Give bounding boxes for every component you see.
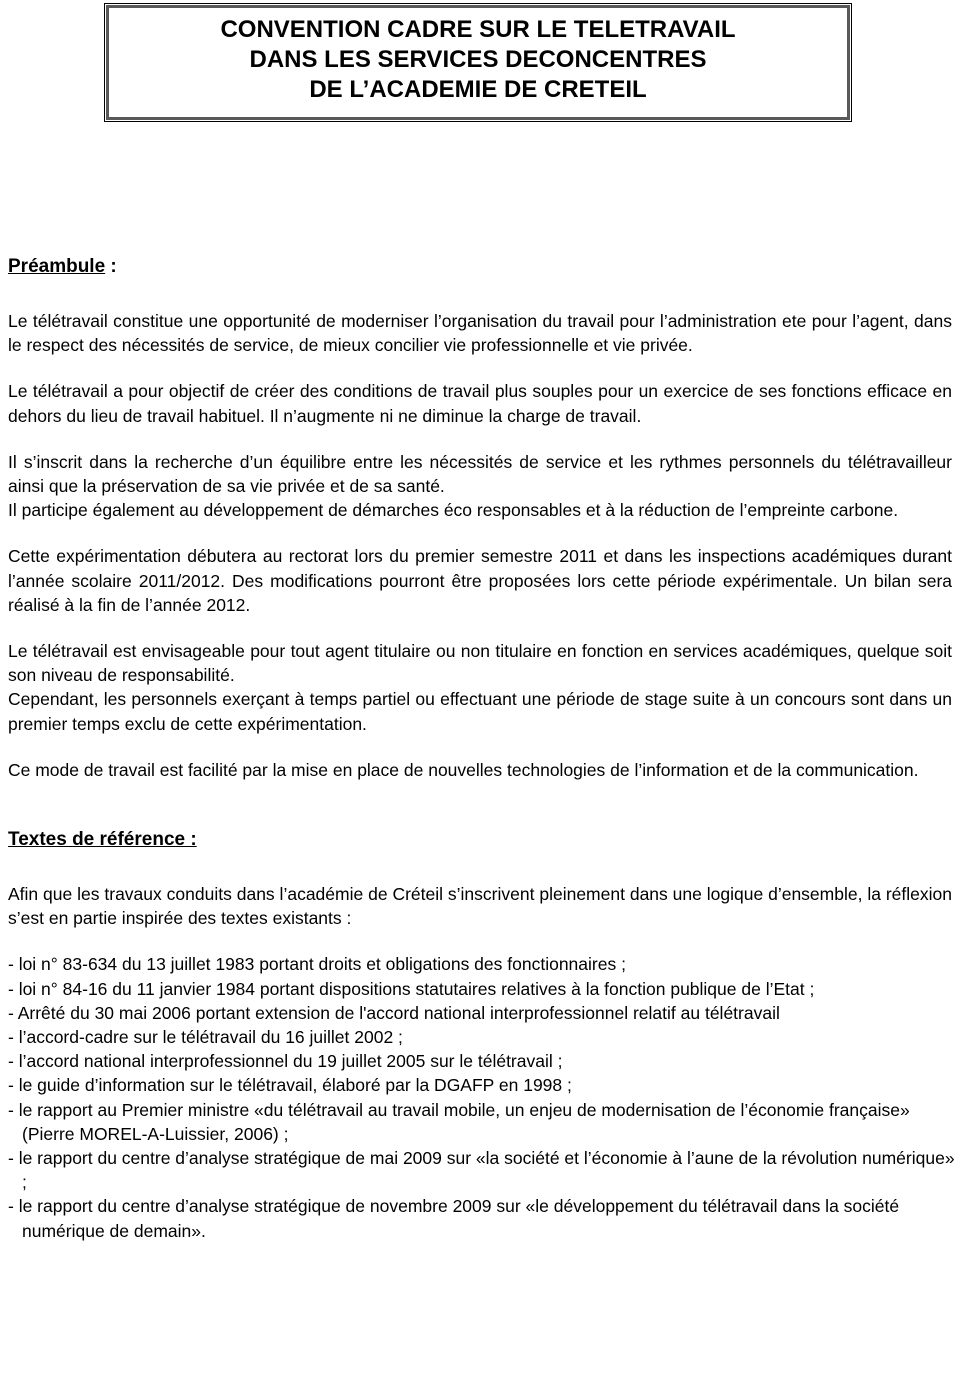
references-heading-label: Textes de référence : [8,829,197,851]
references-heading [8,828,952,852]
document-title-line-3: DE L’ACADEMIE DE CRETEIL [309,76,647,103]
list-item: - l’accord-cadre sur le télétravail du 16 juillet 2002 ; [8,1027,403,1048]
preamble-paragraph-4: Il participe également au développement de démarches éco responsables et à la réduction de l’empreinte carbone. [8,500,899,521]
list-item: - loi n° 84-16 du 11 janvier 1984 portant dispositions statutaires relatives à la fonction publique de l’Etat ; [8,978,815,999]
preamble-paragraph-5: Cette expérimentation débutera au rectorat lors du premier semestre 2011 et dans les inspections académiques durant l’année scolaire 2011/2012. Des modifications pourront être proposées lors cette période expérimentale. Un bilan sera réalisé à la fin de l’année 2012. [8,546,952,615]
preamble-heading-label: Préambule [8,256,106,277]
list-item: - Arrêté du 30 mai 2006 portant extension de l'accord national interprofessionnel relatif au télétravail [8,1002,780,1023]
preamble-paragraph-2: Le télétravail a pour objectif de créer des conditions de travail plus souples pour un exercice de ses fonctions efficace en dehors du lieu de travail habituel. Il n’augmente ni ne diminue la charge de travail. [8,381,952,426]
list-item: - le rapport du centre d’analyse stratégique de mai 2009 sur «la société et l’économie à l’aune de la révolution numérique» ; [8,1148,955,1193]
list-item: - loi n° 83-634 du 13 juillet 1983 portant droits et obligations des fonctionnaires ; [8,954,626,975]
document-body [8,255,955,1243]
preamble-paragraph-8: Ce mode de travail est facilité par la mise en place de nouvelles technologies de l’information et de la communication. [8,759,919,780]
preamble-heading [8,255,952,279]
list-item: - le rapport au Premier ministre «du télétravail au travail mobile, un enjeu de modernisation de l’économie française» (Pierre MOREL-A-Luissier, 2006) ; [8,1099,910,1144]
preamble-paragraph-1: Le télétravail constitue une opportunité de moderniser l’organisation du travail pour l’administration ete pour l’agent, dans le respect des nécessités de service, de mieux concilier vie professionnelle et vie privée. [8,311,952,356]
document-title-line-2: DANS LES SERVICES DECONCENTRES [249,46,707,73]
references-list [8,952,955,1242]
preamble-paragraph-3: Il s’inscrit dans la recherche d’un équilibre entre les nécessités de service et les rythmes personnels du télétravailleur ainsi que la préservation de sa vie privée et de sa santé. [8,451,952,497]
preamble-paragraph-7: Cependant, les personnels exerçant à temps partiel ou effectuant une période de stage suite à un concours sont dans un premier temps exclu de cette expérimentation. [8,689,952,734]
title-box-outer-border [104,3,852,122]
document-title-line-1: CONVENTION CADRE SUR LE TELETRAVAIL [220,16,736,43]
preamble-heading-colon: : [105,256,117,277]
title-box-inner-border [106,5,850,120]
references-intro: Afin que les travaux conduits dans l’académie de Créteil s’inscrivent pleinement dans une logique d’ensemble, la réflexion s’est en partie inspirée des textes existants : [8,884,952,929]
title-box [104,3,852,122]
preamble-paragraph-6: Le télétravail est envisageable pour tout agent titulaire ou non titulaire en fonction en services académiques, quelque soit son niveau de responsabilité. [8,641,952,686]
list-item: - le rapport du centre d’analyse stratégique de novembre 2009 sur «le développement du télétravail dans la société numérique de demain». [8,1196,900,1241]
list-item: - le guide d’information sur le télétravail, élaboré par la DGAFP en 1998 ; [8,1075,572,1096]
list-item: - l’accord national interprofessionnel du 19 juillet 2005 sur le télétravail ; [8,1051,563,1072]
